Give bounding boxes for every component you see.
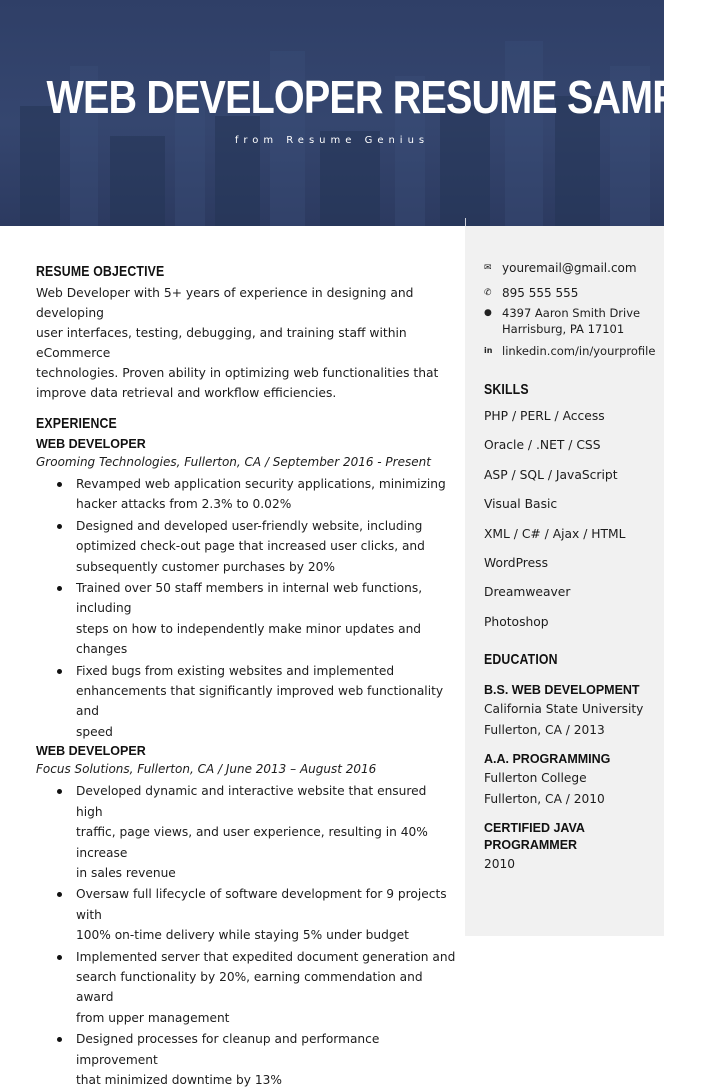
objective-line: user interfaces, testing, debugging, and training staff within eCommerce: [36, 326, 407, 360]
job-bullet: Designed and developed user-friendly website, including optimized check-out page that increased user clicks, and subsequently customer purchases by 20%: [36, 516, 456, 577]
page-title: WEB DEVELOPER RESUME SAMPLE: [46, 71, 727, 123]
education-entry: [484, 682, 659, 741]
objective-text: [36, 283, 456, 403]
skills-list: [484, 402, 659, 637]
phone-icon: ✆: [484, 288, 492, 298]
skill-item: PHP / PERL / Access: [484, 409, 605, 423]
edu-detail: 2010: [484, 857, 516, 872]
job-bullet: Implemented server that expedited document generation and search functionality by 20%, earning commendation and award from upper management: [36, 947, 456, 1029]
job-bullet: Developed dynamic and interactive website that ensured high traffic, page views, and user experience, resulting in 40% increase in sales revenue: [36, 781, 456, 883]
page-subtitle: from Resume Genius: [234, 135, 430, 146]
objective-line: Web Developer with 5+ years of experience in designing and developing: [36, 286, 414, 320]
experience-heading: EXPERIENCE: [36, 415, 117, 432]
job-entry: [36, 744, 456, 1090]
linkedin-icon: in: [484, 346, 493, 355]
skill-item: XML / C# / Ajax / HTML: [484, 526, 626, 541]
job-bullet: Fixed bugs from existing websites and implemented enhancements that significantly improved web functionality and speed: [36, 661, 456, 743]
education-entry: [484, 751, 659, 810]
contact-email: [484, 260, 659, 276]
edu-detail: Fullerton, CA / 2013: [484, 723, 605, 738]
job-bullet: Oversaw full lifecycle of software development for 9 projects with 100% on-time delivery while staying 5% under budget: [36, 884, 456, 945]
job-title: WEB DEVELOPER: [36, 437, 146, 451]
objective-line: improve data retrieval and workflow efficiencies.: [36, 386, 337, 400]
edu-school: Fullerton College: [484, 771, 587, 786]
edu-school: California State University: [484, 702, 644, 717]
edu-degree: CERTIFIED JAVA: [484, 821, 585, 836]
edu-degree: B.S. WEB DEVELOPMENT: [484, 683, 640, 698]
skill-item: ASP / SQL / JavaScript: [484, 467, 618, 482]
skill-item: WordPress: [484, 555, 548, 570]
sidebar-column: [484, 260, 659, 875]
edu-degree: A.A. PROGRAMMING: [484, 752, 611, 767]
edu-degree: PROGRAMMER: [484, 838, 578, 853]
job-bullets: [36, 474, 456, 742]
skill-item: Dreamweaver: [484, 585, 571, 600]
job-meta: Grooming Technologies, Fullerton, CA / September 2016 - Present: [36, 455, 431, 469]
job-bullet: Trained over 50 staff members in internal web functions, including steps on how to independently make minor updates and changes: [36, 578, 456, 660]
education-entry: [484, 820, 659, 875]
education-heading: EDUCATION: [484, 651, 558, 669]
job-bullets: [36, 781, 456, 1090]
edu-detail: Fullerton, CA / 2010: [484, 792, 605, 807]
job-bullet: Designed processes for cleanup and performance improvement that minimized downtime by 13%: [36, 1029, 456, 1090]
job-entry: [36, 437, 456, 742]
objective-line: technologies. Proven ability in optimizing web functionalities that: [36, 366, 439, 380]
job-title: WEB DEVELOPER: [36, 744, 146, 759]
job-bullet: Revamped web application security applications, minimizing hacker attacks from 2.3% to 0.02%: [36, 474, 456, 515]
skill-item: Visual Basic: [484, 497, 558, 512]
header-banner: [0, 0, 727, 226]
email-link[interactable]: youremail@gmail.com: [502, 261, 637, 275]
skill-item: Oracle / .NET / CSS: [484, 438, 601, 453]
linkedin-link[interactable]: linkedin.com/in/yourprofile: [502, 344, 656, 358]
phone-text: 895 555 555: [502, 286, 579, 300]
main-column: [36, 263, 456, 1092]
job-meta: Focus Solutions, Fullerton, CA / June 2013 – August 2016: [36, 762, 377, 777]
location-pin-icon: ●: [484, 308, 492, 318]
objective-heading: RESUME OBJECTIVE: [36, 263, 165, 280]
envelope-icon: ✉: [484, 263, 492, 273]
skills-heading: SKILLS: [484, 381, 529, 398]
address-text: 4397 Aaron Smith Drive Harrisburg, PA 17101: [502, 306, 641, 336]
contact-address: [484, 305, 659, 337]
skill-item: Photoshop: [484, 614, 549, 629]
contact-linkedin: [484, 343, 659, 359]
contact-phone: [484, 285, 659, 301]
